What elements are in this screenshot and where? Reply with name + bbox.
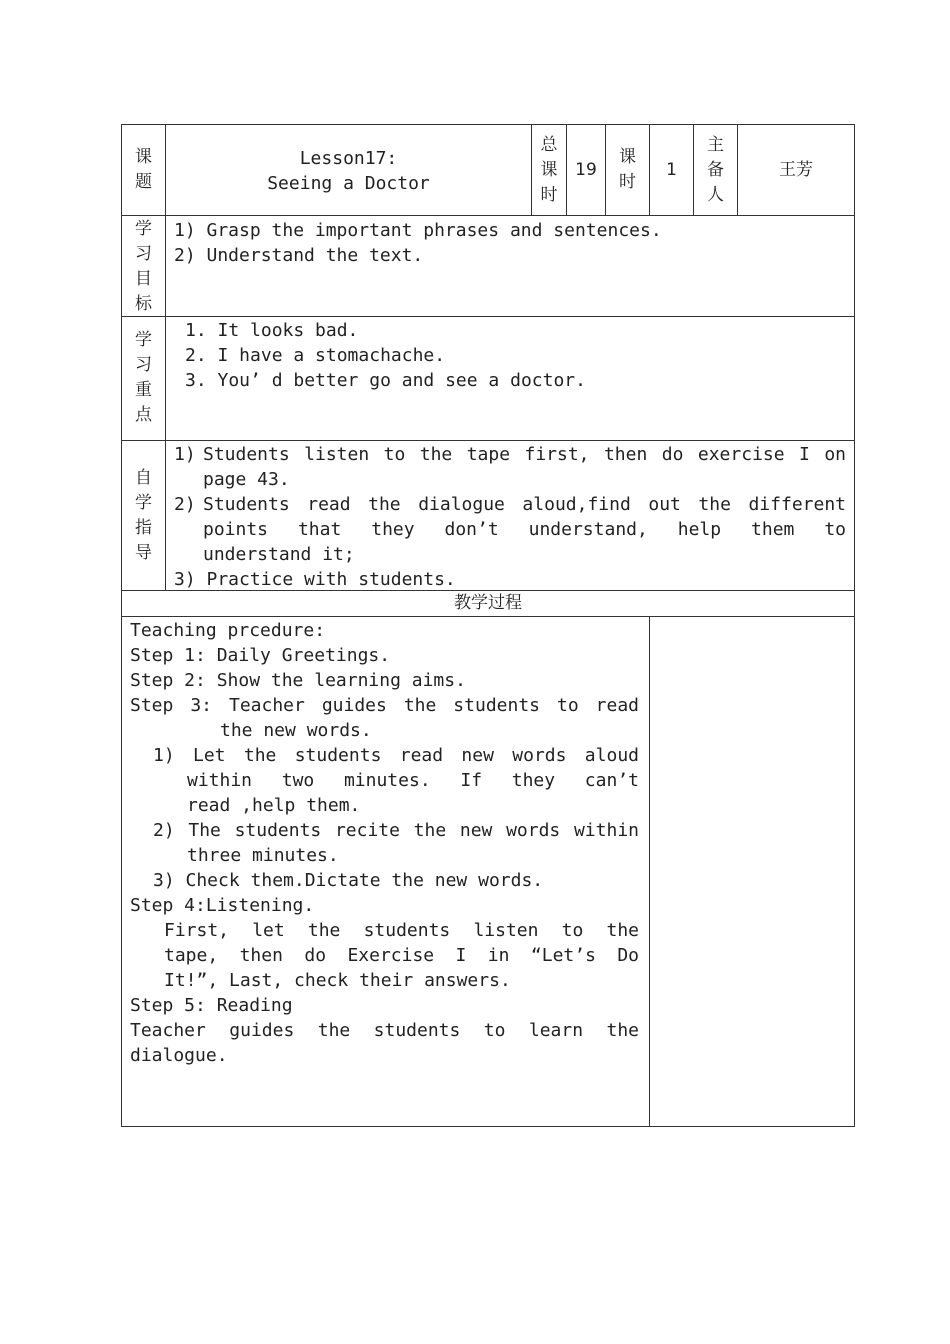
step-1: Step 1: Daily Greetings. [130,645,391,666]
lesson-title-line2: Seeing a Doctor [267,173,430,194]
step-4-text: tape, then do Exercise I in “Let’s Do [164,945,639,966]
step-2: Step 2: Show the learning aims. [130,670,466,691]
step-5-text: Teacher guides the students to learn the [130,1020,639,1041]
objective-item: 1) Grasp the important phrases and sentences. [174,220,662,241]
process-column-divider [649,616,650,1127]
step-4: Step 4:Listening. [130,895,315,916]
step-3-cont: the new words. [220,720,372,741]
guidance-item-3: 3) Practice with students. [174,569,456,590]
preparer-label: 主备人 [707,135,724,205]
total-hours-value: 19 [575,160,597,180]
guidance-item-2-line1: Students read the dialogue aloud,find out the different [203,494,846,515]
row-divider [121,316,855,317]
row-divider [121,215,855,216]
key-point-item: 1. It looks bad. [185,320,359,341]
key-point-item: 2. I have a stomachache. [185,345,446,366]
step-3-sub-3: 3) Check them.Dictate the new words. [153,870,544,891]
table-border-right [854,124,855,1127]
procedure-intro: Teaching prcedure: [130,620,326,641]
key-point-item: 3. You’ d better go and see a doctor. [185,370,586,391]
preparer-name: 王芳 [779,160,813,180]
guidance-number: 1) [174,444,196,465]
guidance-item-1-line1: Students listen to the tape first, then do exercise I on [203,444,846,465]
total-hours-label: 总课时 [540,135,558,205]
step-3-sub-2: 2) The students recite the new words within [153,820,639,841]
guidance-item-2-line2: points that they don’t understand, help them to [203,519,846,540]
step-3-sub-1-cont: read ,help them. [187,795,361,816]
lesson-title-line1: Lesson17: [299,148,398,169]
objectives-label: 学习目标 [135,219,152,314]
guidance-item-2-line3: understand it; [203,544,355,565]
step-3-sub-2-cont: three minutes. [187,845,339,866]
period-label: 课时 [619,147,636,192]
key-points-label: 学习重点 [135,330,152,425]
lesson-label: 课题 [135,147,152,192]
step-5-text: dialogue. [130,1045,228,1066]
row-divider [121,616,855,617]
step-5: Step 5: Reading [130,995,293,1016]
self-study-label: 自学指导 [135,468,152,563]
table-border-top [121,124,855,125]
objective-item: 2) Understand the text. [174,245,424,266]
period-value: 1 [666,160,677,180]
step-3-sub-1: 1) Let the students read new words aloud [153,745,639,766]
table-border-bottom [121,1126,855,1127]
guidance-item-1-line2: page 43. [203,469,290,490]
row-divider [121,440,855,441]
teaching-process-title: 教学过程 [454,593,522,613]
step-4-text: First, let the students listen to the [164,920,639,941]
step-3-sub-1-cont: within two minutes. If they can’t [187,770,639,791]
step-3: Step 3: Teacher guides the students to read [130,695,639,716]
guidance-number: 2) [174,494,196,515]
step-4-text: It!”, Last, check their answers. [164,970,511,991]
